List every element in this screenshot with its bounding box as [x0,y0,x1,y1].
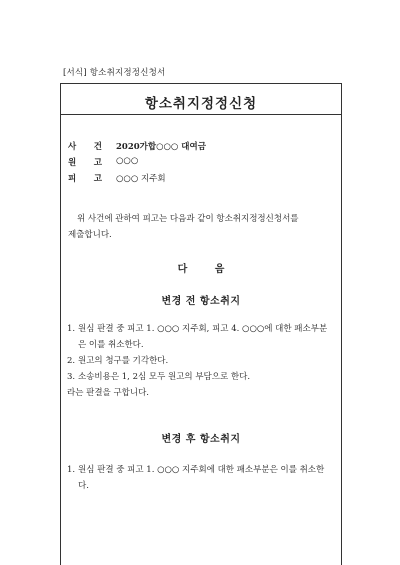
before-closing: 라는 판결을 구합니다. [67,388,150,398]
case-value: 2020가합○○○ 대여금 [116,142,206,152]
daeum-heading: 다 음 [177,264,237,275]
title-divider [61,114,341,115]
before-list [67,321,331,401]
before-heading: 변경 전 항소취지 [161,296,241,307]
after-list [67,462,331,494]
list-item: 1. 원심 판결 중 피고 1. ○○○ 지주회, 피고 4. ○○○에 대한 패소부분은 이를 취소한다. [67,324,328,350]
list-item: 1. 원심 판결 중 피고 1. ○○○ 지주회에 대한 패소부분은 이를 취소한다. [67,465,325,491]
list-item: 3. 소송비용은 1, 2심 모두 원고의 부담으로 한다. [67,372,251,382]
defendant-value: ○○○ 지주회 [116,174,166,184]
defendant-row [68,172,166,184]
document-title: 항소취지정정신청 [144,96,258,112]
case-row [68,140,206,152]
case-label: 사 건 [68,142,102,152]
defendant-label: 피 고 [68,174,102,184]
list-item: 2. 원고의 청구를 기각한다. [67,356,169,366]
plaintiff-value: ○○○ [116,156,139,166]
after-heading: 변경 후 항소취지 [161,434,241,445]
document-frame [60,83,342,565]
intro-paragraph: 위 사건에 관하여 피고는 다음과 같이 항소취지정정신청서를 제출합니다. [68,214,299,240]
form-caption: [서식] 항소취지정정신청서 [63,68,166,78]
plaintiff-row [68,156,138,168]
plaintiff-label: 원 고 [68,158,102,168]
